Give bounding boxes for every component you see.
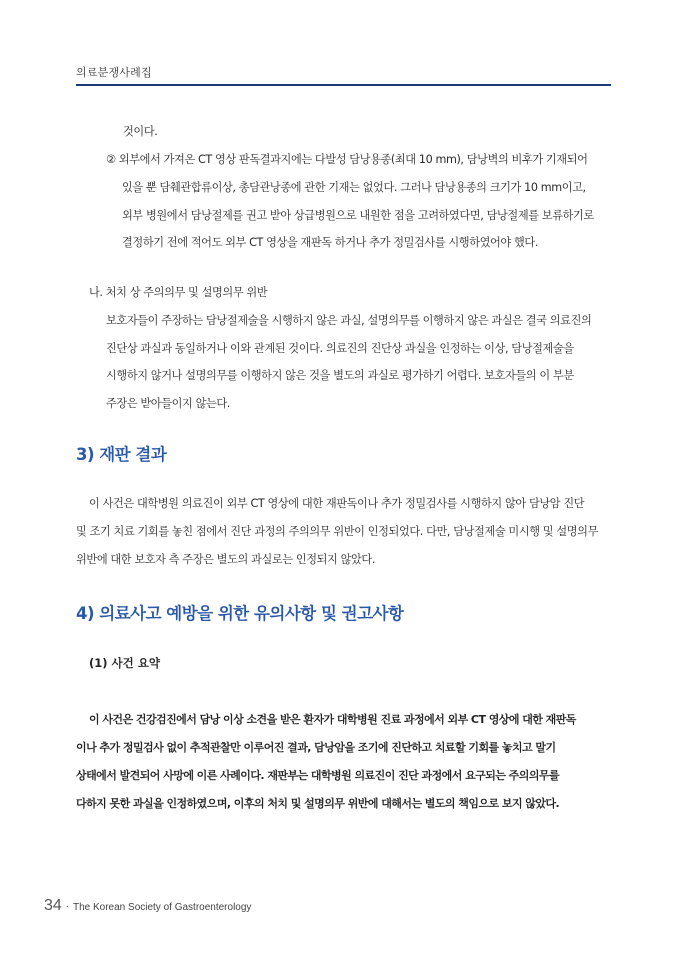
footer-separator: · <box>65 902 69 913</box>
paragraph-line: 있을 뿐 담췌관합류이상, 총담관낭종에 관한 기재는 없었다. 그러나 담낭용종의 크기가 10 mm이고, <box>122 181 586 194</box>
summary-line: 다하지 못한 과실을 인정하였으며, 이후의 처치 및 설명의무 위반에 대해서는 별도의 책임으로 보지 않았다. <box>76 797 560 810</box>
summary-line: 이 사건은 건강검진에서 담낭 이상 소견을 받은 환자가 대학병원 진료 과정에서 외부 CT 영상에 대한 재판독 <box>89 713 576 726</box>
summary-line: 상태에서 발견되어 사망에 이른 사례이다. 재판부는 대학병원 의료진이 진단 과정에서 요구되는 주의의무를 <box>76 769 560 782</box>
header-title: 의료분쟁사례집 <box>76 66 152 79</box>
page-number: 34 <box>44 897 62 914</box>
paragraph-line: 이 사건은 대학병원 의료진이 외부 CT 영상에 대한 재판독이나 추가 정밀검사를 시행하지 않아 담낭암 진단 <box>89 497 585 510</box>
subsection-heading: (1) 사건 요약 <box>89 656 160 670</box>
paragraph-line: 보호자들이 주장하는 담낭절제술을 시행하지 않은 과실, 설명의무를 이행하지 않은 과실은 결국 의료진의 <box>106 314 592 327</box>
paragraph-line: 결정하기 전에 적어도 외부 CT 영상을 재판독 하거나 추가 정밀검사를 시행하였어야 했다. <box>122 236 538 249</box>
section-heading: 3) 재판 결과 <box>76 445 167 464</box>
section-heading: 4) 의료사고 예방을 위한 유의사항 및 권고사항 <box>76 604 404 623</box>
paragraph-line: 외부 병원에서 담낭절제를 권고 받아 상급병원으로 내원한 점을 고려하였다면, 담낭절제를 보류하기로 <box>122 209 594 222</box>
summary-line: 이나 추가 정밀검사 없이 추적관찰만 이루어진 결과, 담낭암을 조기에 진단하고 치료할 기회를 놓치고 말기 <box>76 741 556 754</box>
header-divider <box>76 84 611 86</box>
paragraph-line: 및 조기 치료 기회를 놓친 점에서 진단 과정의 주의의무 위반이 인정되었다. 다만, 담낭절제술 미시행 및 설명의무 <box>76 525 598 538</box>
paragraph-line: 위반에 대한 보호자 측 주장은 별도의 과실로는 인정되지 않았다. <box>76 553 375 566</box>
page-footer <box>44 897 251 915</box>
paragraph-line: 진단상 과실과 동일하거나 이와 관계된 것이다. 의료진의 진단상 과실을 인정하는 이상, 담낭절제술을 <box>106 342 574 355</box>
paragraph-line: 것이다. <box>123 125 158 138</box>
paragraph-line: 주장은 받아들이지 않는다. <box>106 397 230 410</box>
society-name: The Korean Society of Gastroenterology <box>72 902 252 913</box>
subsection-title: 나. 처치 상 주의의무 및 설명의무 위반 <box>89 286 268 299</box>
list-item-2: ② 외부에서 가져온 CT 영상 판독결과지에는 다발성 담낭용종(최대 10 mm), 담낭벽의 비후가 기재되어 <box>106 153 588 166</box>
paragraph-line: 시행하지 않거나 설명의무를 이행하지 않은 것을 별도의 과실로 평가하기 어렵다. 보호자들의 이 부분 <box>106 369 574 382</box>
